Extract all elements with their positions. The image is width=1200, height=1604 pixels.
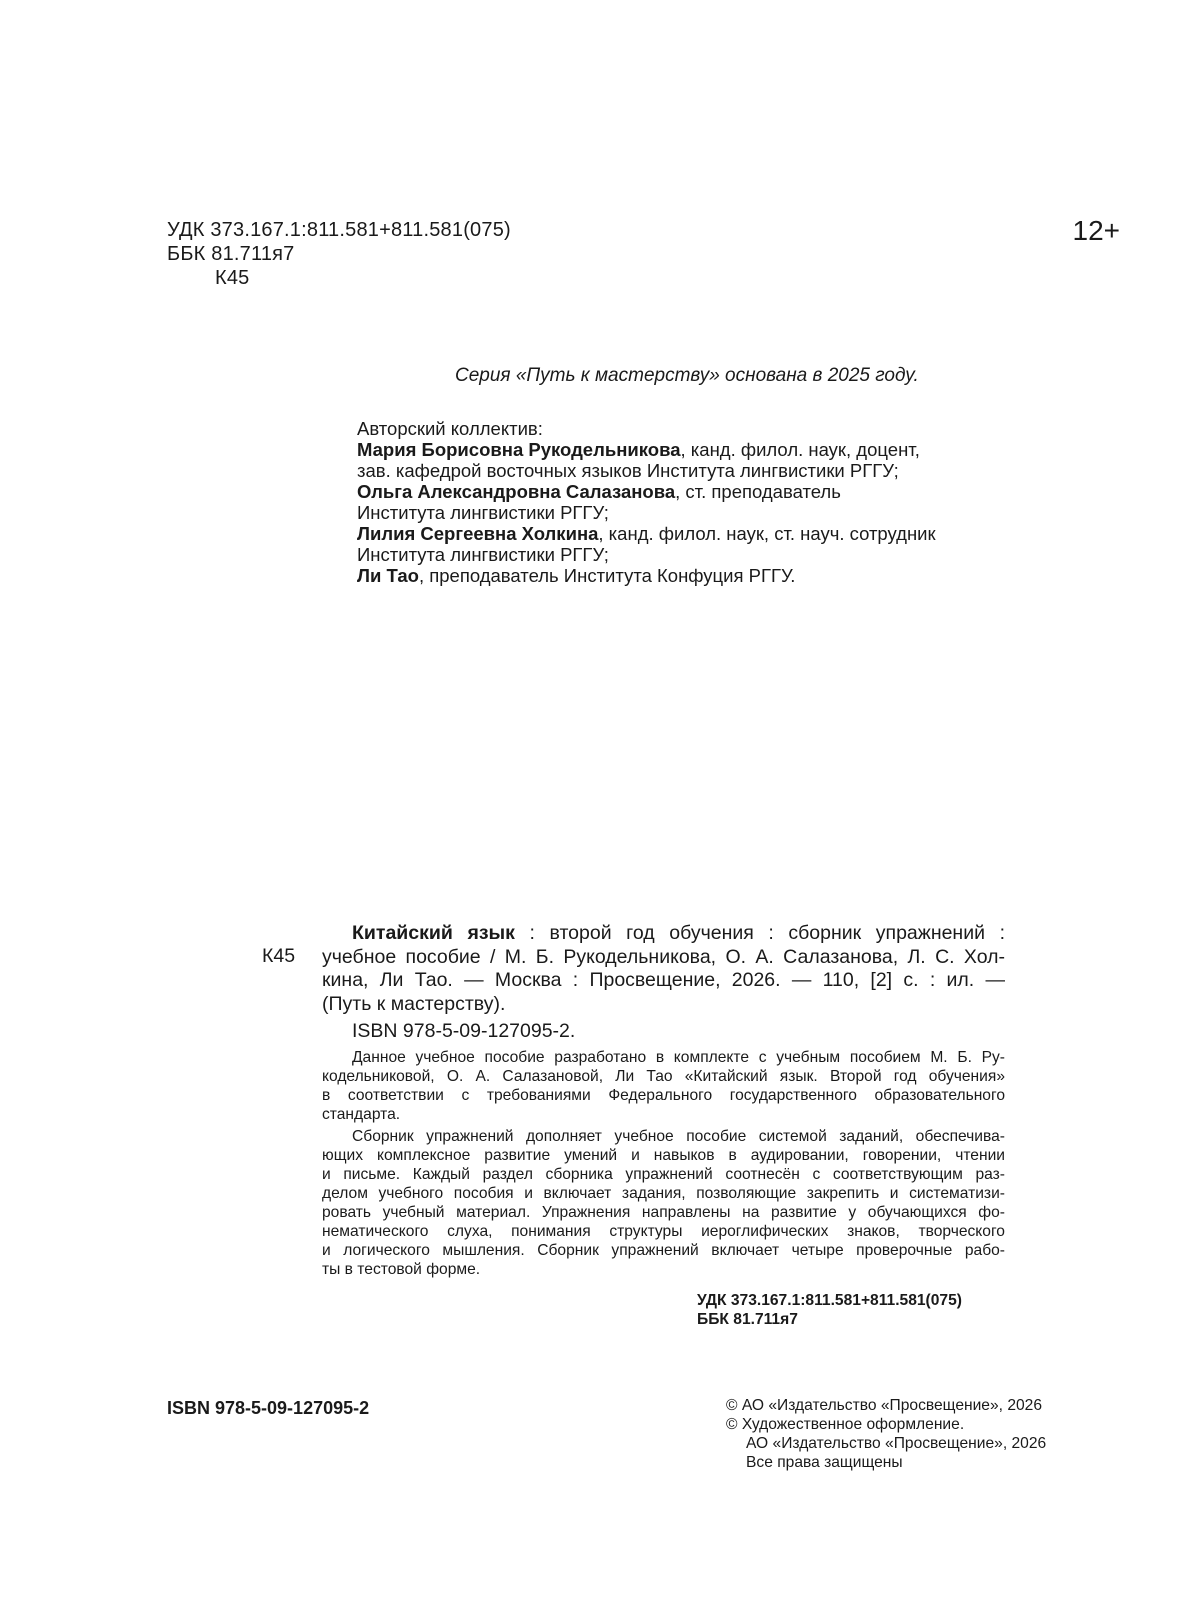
author-entry (357, 565, 1057, 586)
author-desc: , ст. преподаватель (675, 481, 841, 502)
classification-header (167, 218, 511, 290)
bibliographic-record (322, 922, 1005, 1016)
authors-heading: Авторский коллектив: (357, 418, 543, 439)
annotation-line: делом учебного пособия и включает задания, позволяющие закрепить и систематизи- (322, 1185, 1005, 1202)
annotation-line: Сборник упражнений дополняет учебное пособие системой заданий, обеспечива- (352, 1128, 1005, 1145)
copyright-line: © Художественное оформление. (726, 1416, 965, 1433)
bib-line: Китайский язык : второй год обучения : сборник упражнений : (352, 922, 1005, 944)
bbk-code: ББК 81.711я7 (167, 243, 295, 265)
annotation-line: стандарта. (322, 1106, 401, 1123)
bib-line: (Путь к мастерству). (322, 992, 506, 1015)
author-entry (357, 481, 1057, 502)
author-name: Ли Тао (357, 565, 419, 586)
copyright-block (726, 1396, 1046, 1472)
copyright-line: Все права защищены (746, 1454, 903, 1471)
annotation (322, 1048, 1005, 1282)
annotation-line: ровать учебный материал. Упражнения направлены на развитие у обучающихся фо- (322, 1204, 1005, 1221)
author-desc: Института лингвистики РГГУ; (357, 502, 609, 523)
annotation-line: Данное учебное пособие разработано в комплекте с учебным пособием М. Б. Ру- (352, 1049, 1005, 1066)
authors-block (357, 418, 1057, 586)
book-title: Китайский язык (352, 922, 515, 944)
annotation-line: нематического слуха, понимания структуры иероглифических знаков, творческого (322, 1223, 1005, 1240)
annotation-line: в соответствии с требованиями Федерального государственного образовательного (322, 1087, 1005, 1104)
author-name: Мария Борисовна Рукодельникова (357, 439, 681, 460)
copyright-line: © АО «Издательство «Просвещение», 2026 (726, 1397, 1043, 1414)
copyright-line: АО «Издательство «Просвещение», 2026 (746, 1435, 1047, 1452)
bib-line: учебное пособие / М. Б. Рукодельникова, О. А. Салазанова, Л. С. Хол- (322, 945, 1005, 968)
bibliography-author-mark: К45 (262, 945, 296, 967)
annotation-line: кодельниковой, О. А. Салазановой, Ли Тао «Китайский язык. Второй год обучения» (322, 1068, 1005, 1085)
bib-line: кина, Ли Тао. — Москва : Просвещение, 2026. — 110, [2] с. : ил. — (322, 969, 1005, 991)
author-desc: , канд. филол. наук, ст. науч. сотрудник (598, 523, 936, 544)
annotation-paragraph (322, 1127, 1005, 1279)
author-desc: зав. кафедрой восточных языков Института лингвистики РГГУ; (357, 460, 899, 481)
author-name: Ольга Александровна Салазанова (357, 481, 676, 502)
author-desc: , преподаватель Института Конфуция РГГУ. (418, 565, 796, 586)
author-entry (357, 439, 1057, 460)
age-rating: 12+ (1072, 215, 1120, 246)
bbk-code: ББК 81.711я7 (697, 1311, 798, 1328)
author-desc: , канд. филол. наук, доцент, (680, 439, 920, 460)
annotation-paragraph (322, 1048, 1005, 1124)
classification-footer (697, 1291, 962, 1329)
annotation-line: ты в тестовой форме. (322, 1261, 481, 1278)
udk-code: УДК 373.167.1:811.581+811.581(075) (167, 219, 511, 241)
annotation-line: и логического мышления. Сборник упражнений включает четыре проверочные рабо- (322, 1242, 1005, 1259)
annotation-line: ющих комплексное развитие умений и навыков в аудировании, говорении, чтении (322, 1147, 1005, 1164)
author-name: Лилия Сергеевна Холкина (357, 523, 599, 544)
bibliography-isbn: ISBN 978-5-09-127095-2. (352, 1020, 576, 1042)
udk-code: УДК 373.167.1:811.581+811.581(075) (697, 1292, 962, 1309)
annotation-line: и письме. Каждый раздел сборника упражнений соотнесён с соответствующим раз- (322, 1166, 1005, 1183)
author-desc: Института лингвистики РГГУ; (357, 544, 609, 565)
isbn: ISBN 978-5-09-127095-2 (167, 1398, 370, 1418)
author-entry (357, 523, 1057, 544)
series-note: Серия «Путь к мастерству» основана в 2025 году. (455, 365, 919, 386)
author-mark: К45 (215, 267, 250, 289)
